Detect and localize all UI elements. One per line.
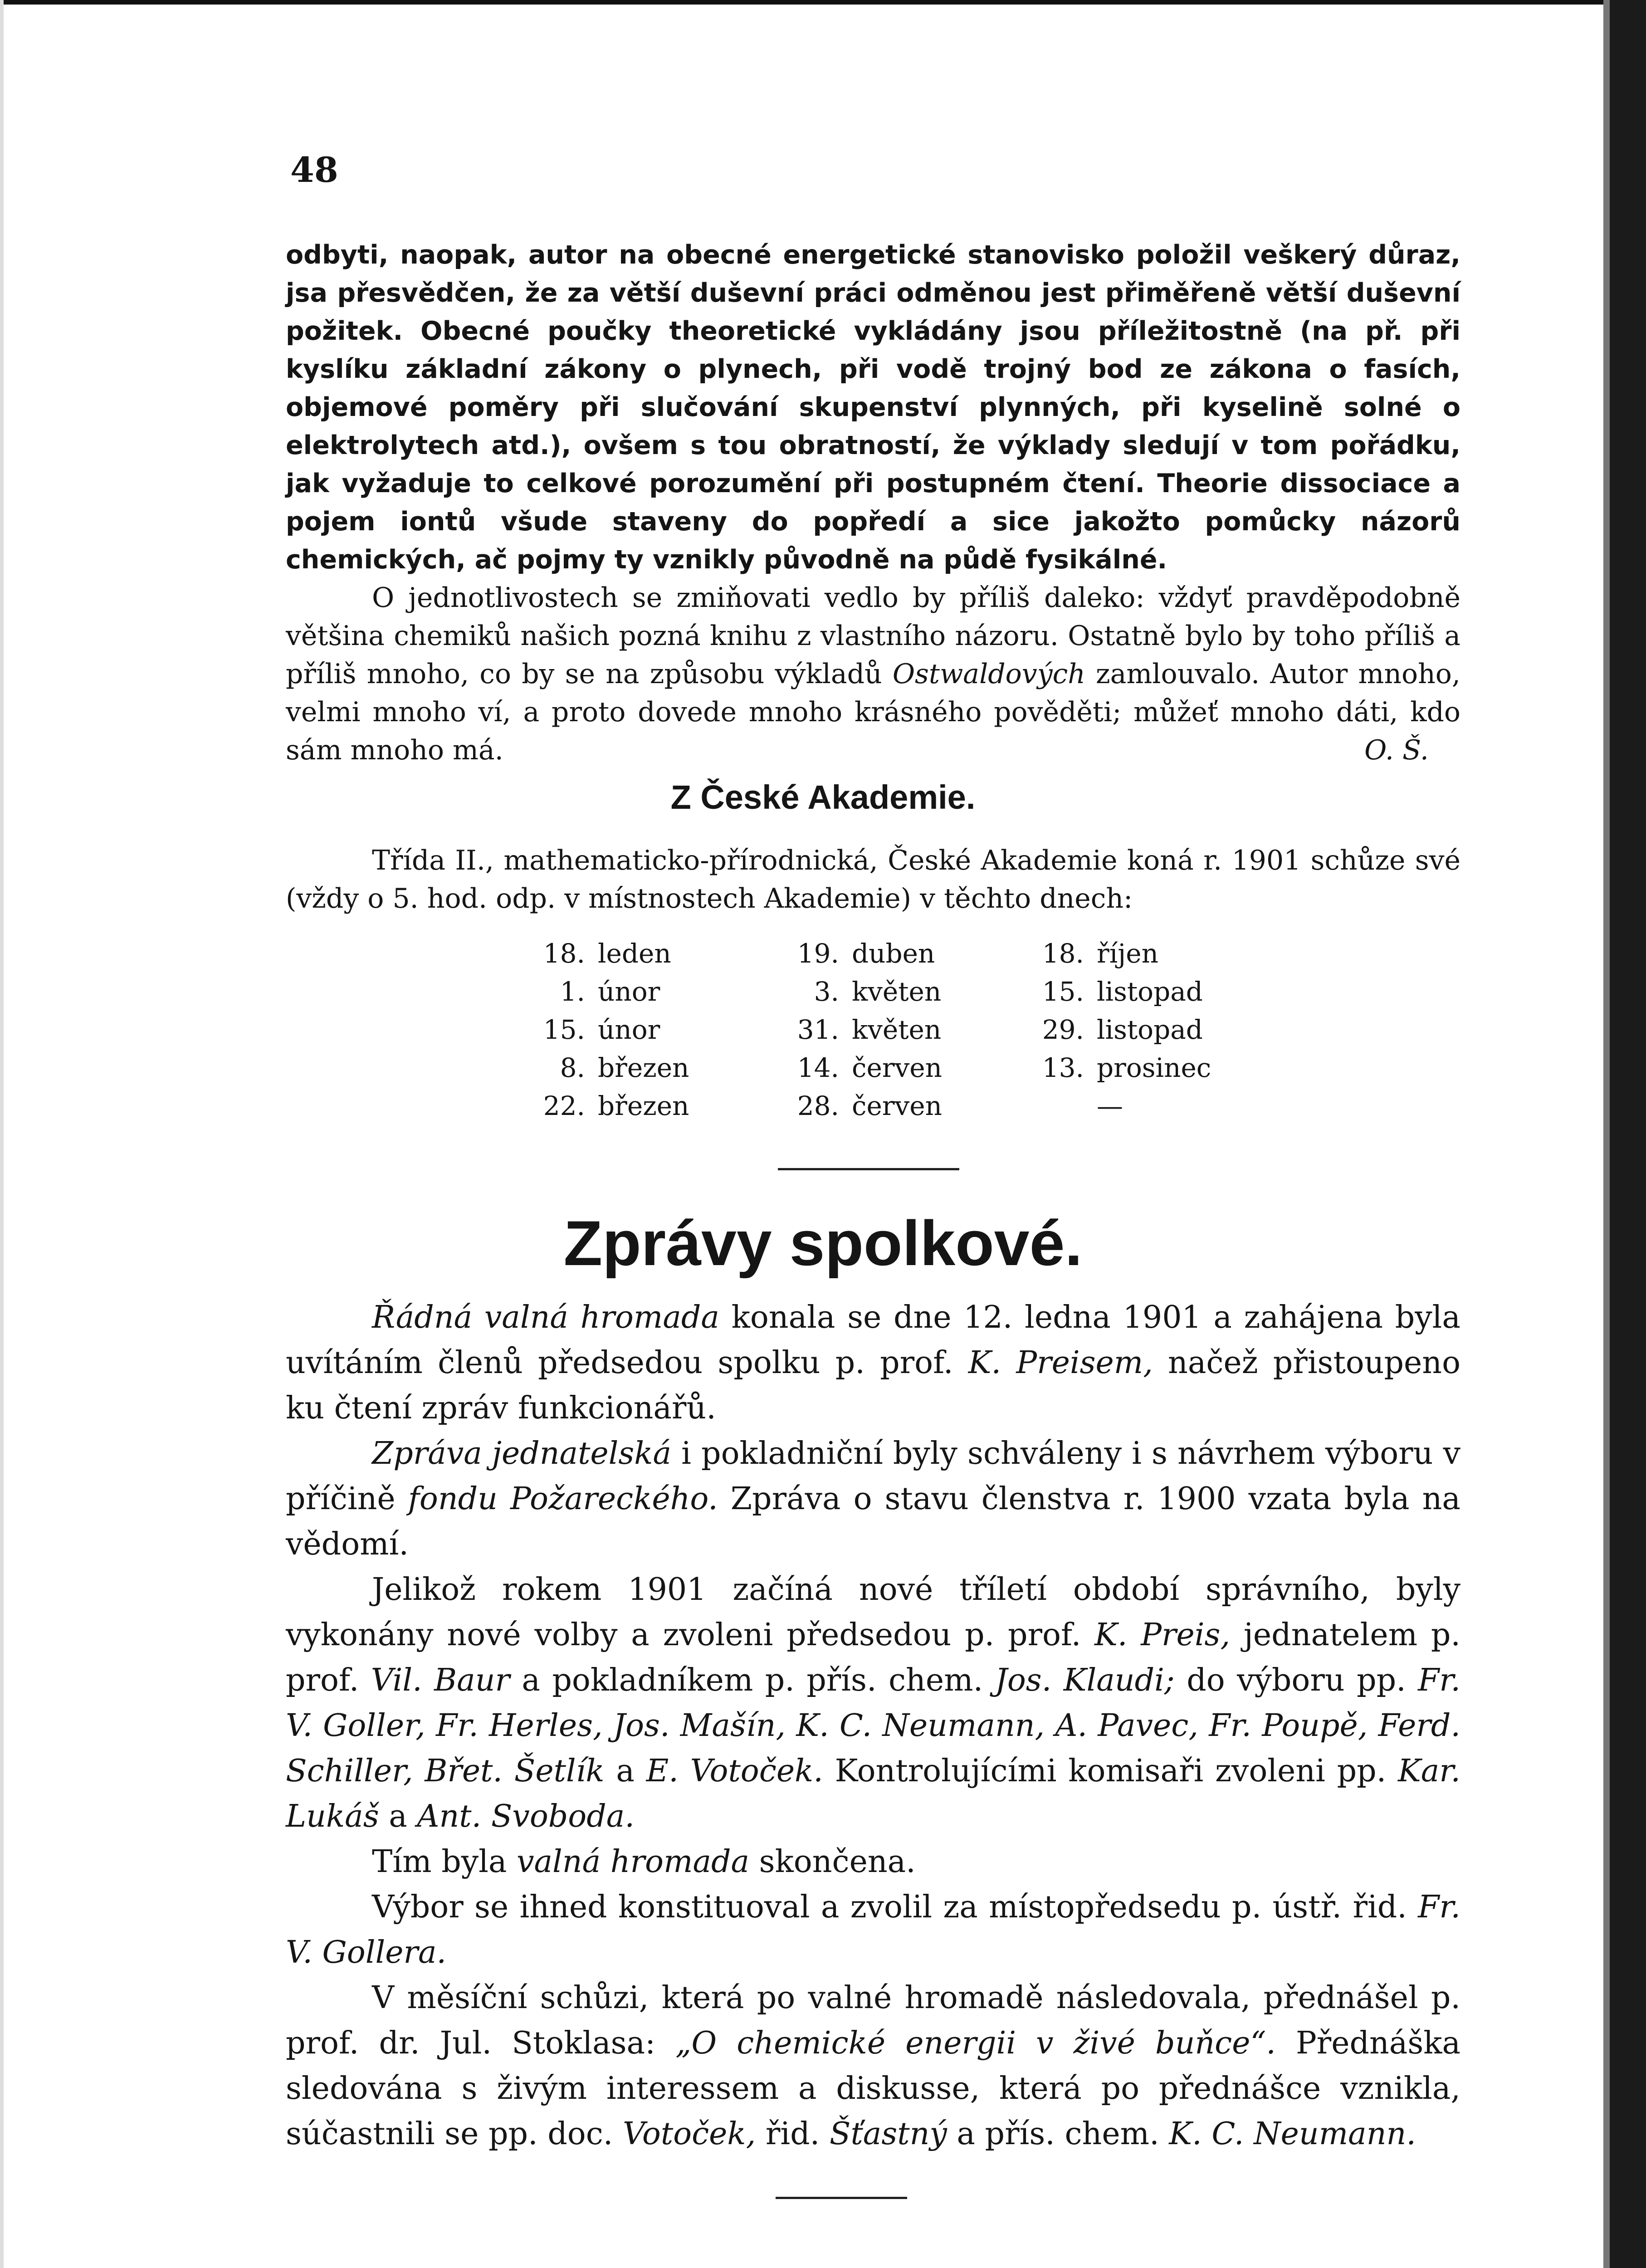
news-p4-text-end: skončena. [749,1844,916,1880]
news-p4-text: Tím byla [372,1844,517,1880]
scan-border-right-shadow [1603,0,1610,2268]
news-p2-text: i pokladniční byly schváleny i s návrhem výboru v příčině [286,1436,1461,1517]
news-p3-text: a [604,1753,646,1789]
news-p1-text: konala se dne 12. ledna 1901 a zahájena byla uvítáním členů předsedou spolku p. prof. [286,1300,1460,1381]
schedule-entry [517,973,753,1011]
schedule-column-1 [517,934,753,1125]
schedule-day: 15. [1042,976,1084,1007]
schedule-day: 14. [797,1052,839,1083]
schedule-month: květen [852,976,942,1007]
schedule-day: 18. [543,938,585,969]
scan-border-right [1610,0,1646,2268]
news-p3-name: Jos. Klaudi; [995,1662,1175,1698]
review-signature: O. Š. [1364,734,1429,766]
news-p1-text-end: načež přistoupeno ku čtení zpráv funkcionářů. [286,1345,1461,1426]
news-p6-text: Přednáška sledována s živým interessem a diskusse, která po přednášce vznikla, súčastnili se pp. doc. [286,2025,1460,2152]
schedule-entry [771,1087,1007,1125]
schedule-day: 15. [543,1014,585,1045]
schedule-day: 8. [560,1052,585,1083]
schedule-day: 18. [1042,938,1084,969]
schedule-month: únor [598,976,660,1007]
schedule-day: 3. [814,976,839,1007]
schedule-day: 29. [1042,1014,1084,1045]
schedule-entry [771,934,1007,973]
news-p6-text: řid. [756,2116,830,2152]
schedule-day: 31. [797,1014,839,1045]
schedule-day: 19. [797,938,839,969]
news-section [286,1295,1460,2157]
news-p6-name: K. C. Neumann. [1169,2116,1416,2152]
schedule-entry [771,1049,1007,1087]
schedule-entry [1016,1087,1252,1125]
schedule-month: říjen [1097,938,1158,969]
schedule-day: 22. [543,1090,585,1121]
news-paragraph-6 [286,1975,1460,2157]
schedule-month: listopad [1097,1014,1203,1045]
news-p6-name: Šťastný [829,2116,947,2152]
schedule-month: duben [852,938,935,969]
news-p3-text: do výboru pp. [1174,1662,1418,1698]
section-divider-rule [778,1168,959,1170]
news-p6-text: V měsíční schůzi, která po valné hromadě následovala, přednášel p. prof. dr. Jul. Stoklasa: [286,1980,1460,2061]
review-paragraph-2 [286,579,1460,769]
schedule-month: květen [852,1014,942,1045]
news-p3-text: a [379,1799,417,1834]
news-p3-name: K. Preis, [1094,1617,1231,1653]
news-p5-name: Fr. V. Gollera. [286,1889,1460,1970]
schedule-entry [771,1011,1007,1049]
news-paragraph-2 [286,1431,1460,1567]
news-p1-name: K. Preisem, [968,1345,1153,1381]
news-p3-name: Vil. Baur [371,1662,510,1698]
page-number: 48 [290,150,338,190]
schedule-column-3 [1016,934,1252,1125]
news-p1-italic: Řádná valná hromada [372,1300,719,1335]
schedule-day: 1. [560,976,585,1007]
schedule-entry [517,1049,753,1087]
schedule-day: 28. [797,1090,839,1121]
schedule-entry [517,1087,753,1125]
schedule-entry [771,973,1007,1011]
academy-intro: Třída II., mathematicko-přírodnická, České Akademie koná r. 1901 schůze své (vždy o 5. hod. odp. v místnostech Akademie) v těchto dnech: [286,845,1460,914]
news-p3-committee-names: Fr. V. Goller, Fr. Herles, Jos. Mašín, K. C. Neumann, A. Pavec, Fr. Poupě, Ferd. Schiller, Břet. Šetlík [286,1662,1461,1789]
review-p2-italic: Ostwaldových [892,658,1085,690]
review-paragraph-1: odbyti, naopak, autor na obecné energetické stanovisko položil veškerý důraz, jsa přesvědčen, že za větší duševní práci odměnou jest přiměřeně větší duševní požitek. Obecné poučky theoretické vykládány jsou příležitostně (na př. při kyslíku základní zákony o plynech, při vodě trojný bod ze zákona o fasích, objemové poměry při slučování skupenství plynných, při kyselině solné o elektrolytech atd.), ovšem s tou obratností, že výklady sledují v tom pořádku, jak vyžaduje to celkové porozumění při postupném čtení. Theorie dissociace a pojem iontů všude staveny do popředí a sice jakožto pomůcky názorů chemických, ač pojmy ty vznikly původně na půdě fysikálné. [286,240,1460,575]
schedule-entry [1016,1011,1252,1049]
news-p3-text: a pokladníkem p. přís. chem. [510,1662,995,1698]
schedule-month: březen [598,1052,689,1083]
news-p2-italic: Zpráva jednatelská [372,1436,672,1471]
schedule-entry [1016,1049,1252,1087]
schedule-entry [517,1011,753,1049]
schedule-day: 13. [1042,1052,1084,1083]
schedule-column-2 [771,934,1007,1125]
schedule-month: leden [598,938,671,969]
scan-border-top [0,0,1615,5]
news-p2-fund: fondu Požareckého. [408,1481,718,1517]
schedule-month: prosinec [1097,1052,1211,1083]
schedule-month: — [1097,1090,1123,1121]
review-p2-text-end: zamlouvalo. Autor mnoho, velmi mnoho ví, a proto dovede mnoho krásného pověděti; můžeť mnoho dáti, kdo sám mnoho má. [286,658,1460,766]
schedule-month: červen [852,1052,942,1083]
schedule-month: březen [598,1090,689,1121]
news-paragraph-1 [286,1295,1460,1431]
schedule-month: únor [598,1014,660,1045]
end-divider-rule [776,2197,907,2199]
academy-heading: Z České Akademie. [670,778,976,816]
news-heading: Zprávy spolkové. [563,1207,1083,1279]
schedule-month: listopad [1097,976,1203,1007]
news-p5-text: Výbor se ihned konstituoval a zvolil za místopředsedu p. ústř. řid. [372,1889,1418,1925]
news-paragraph-4 [286,1839,1460,1885]
news-p3-text: jednatelem p. prof. [286,1617,1460,1698]
schedule-month: červen [852,1090,942,1121]
academy-intro-block [286,841,1460,918]
schedule-entry [517,934,753,973]
news-p3-text: Jelikož rokem 1901 začíná nové tříletí období správního, byly vykonány nové volby a zvoleni předsedou p. prof. [286,1572,1460,1653]
review-p2-text: O jednotlivostech se zmiňovati vedlo by příliš daleko: vždyť pravděpodobně většina chemiků našich pozná knihu z vlastního názoru. Ostatně bylo by toho příliš a příliš mnoho, co by se na způsobu výkladů [286,582,1460,690]
news-p4-italic: valná hromada [517,1844,750,1880]
news-p3-text: Kontrolujícími komisaři zvoleni pp. [823,1753,1398,1789]
schedule-entry [1016,934,1252,973]
news-p6-lecture-title: „O chemické energii v živé buňce“. [675,2025,1276,2061]
news-paragraph-3 [286,1567,1460,1839]
news-p3-name: Kar. Lukáš [286,1753,1460,1834]
review-section [286,236,1460,769]
news-p3-name: Ant. Svoboda. [417,1799,635,1834]
news-paragraph-5 [286,1885,1460,1975]
schedule-entry [1016,973,1252,1011]
scan-border-left [0,0,4,2268]
news-p6-text: a přís. chem. [947,2116,1169,2152]
news-p6-name: Votoček, [623,2116,756,2152]
news-p3-name: E. Votoček. [646,1753,823,1789]
news-p2-text-end: Zpráva o stavu členstva r. 1900 vzata byla na vědomí. [286,1481,1460,1562]
